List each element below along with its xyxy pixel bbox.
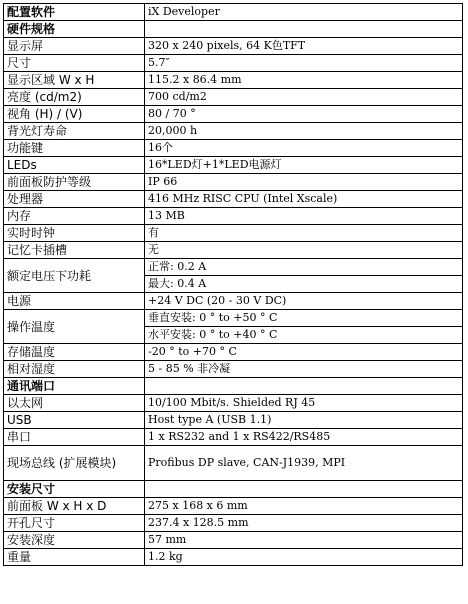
spec-value: 10/100 Mbit/s. Shielded RJ 45 bbox=[145, 395, 463, 412]
spec-label: 记忆卡插槽 bbox=[4, 242, 145, 259]
spec-value: 115.2 x 86.4 mm bbox=[145, 72, 463, 89]
power-max: 最大: 0.4 A bbox=[145, 276, 463, 293]
spec-value: Host type A (USB 1.1) bbox=[145, 412, 463, 429]
spec-label: 串口 bbox=[4, 429, 145, 446]
spec-label: 实时时钟 bbox=[4, 225, 145, 242]
spec-value: 5.7″ bbox=[145, 55, 463, 72]
spec-value: +24 V DC (20 - 30 V DC) bbox=[145, 293, 463, 310]
spec-value: 700 cd/m2 bbox=[145, 89, 463, 106]
spec-label: 以太网 bbox=[4, 395, 145, 412]
table-row bbox=[4, 55, 463, 72]
table-row bbox=[4, 38, 463, 55]
table-row bbox=[4, 89, 463, 106]
spec-label: 存储温度 bbox=[4, 344, 145, 361]
spec-label: USB bbox=[4, 412, 145, 429]
table-row bbox=[4, 259, 463, 276]
spec-value: 416 MHz RISC CPU (Intel Xscale) bbox=[145, 191, 463, 208]
empty-cell bbox=[145, 481, 463, 498]
empty-cell bbox=[145, 21, 463, 38]
table-row bbox=[4, 157, 463, 174]
spec-label: 开孔尺寸 bbox=[4, 515, 145, 532]
table-row bbox=[4, 242, 463, 259]
spec-label: 安装深度 bbox=[4, 532, 145, 549]
spec-label: 内存 bbox=[4, 208, 145, 225]
spec-value: 320 x 240 pixels, 64 K色TFT bbox=[145, 38, 463, 55]
spec-value: 5 - 85 % 非冷凝 bbox=[145, 361, 463, 378]
spec-label: 相对湿度 bbox=[4, 361, 145, 378]
table-row bbox=[4, 344, 463, 361]
table-row bbox=[4, 140, 463, 157]
spec-value: 16个 bbox=[145, 140, 463, 157]
table-row bbox=[4, 361, 463, 378]
software-label: 配置软件 bbox=[4, 4, 145, 21]
table-row bbox=[4, 225, 463, 242]
spec-label: 背光灯寿命 bbox=[4, 123, 145, 140]
spec-value: 57 mm bbox=[145, 532, 463, 549]
spec-label: LEDs bbox=[4, 157, 145, 174]
spec-value: 16*LED灯+1*LED电源灯 bbox=[145, 157, 463, 174]
spec-value: 237.4 x 128.5 mm bbox=[145, 515, 463, 532]
spec-value: 无 bbox=[145, 242, 463, 259]
spec-label: 视角 (H) / (V) bbox=[4, 106, 145, 123]
spec-value: IP 66 bbox=[145, 174, 463, 191]
table-row bbox=[4, 498, 463, 515]
spec-label: 前面板 W x H x D bbox=[4, 498, 145, 515]
table-row bbox=[4, 208, 463, 225]
section-mount: 安装尺寸 bbox=[4, 481, 145, 498]
spec-value: 1 x RS232 and 1 x RS422/RS485 bbox=[145, 429, 463, 446]
table-row bbox=[4, 174, 463, 191]
empty-cell bbox=[145, 378, 463, 395]
operating-temp-vertical: 垂直安装: 0 ° to +50 ° C bbox=[145, 310, 463, 327]
spec-label: 功能键 bbox=[4, 140, 145, 157]
spec-table bbox=[3, 3, 463, 566]
table-row bbox=[4, 446, 463, 481]
table-row bbox=[4, 412, 463, 429]
spec-value: 80 / 70 ° bbox=[145, 106, 463, 123]
spec-label: 显示屏 bbox=[4, 38, 145, 55]
spec-value: 1.2 kg bbox=[145, 549, 463, 566]
spec-label: 亮度 (cd/m2) bbox=[4, 89, 145, 106]
table-row bbox=[4, 123, 463, 140]
table-row bbox=[4, 549, 463, 566]
table-row bbox=[4, 293, 463, 310]
section-row bbox=[4, 378, 463, 395]
table-row bbox=[4, 4, 463, 21]
table-row bbox=[4, 72, 463, 89]
table-row bbox=[4, 191, 463, 208]
fieldbus-label: 现场总线 (扩展模块) bbox=[4, 446, 145, 481]
section-row bbox=[4, 481, 463, 498]
spec-label: 重量 bbox=[4, 549, 145, 566]
spec-label: 显示区域 W x H bbox=[4, 72, 145, 89]
section-hardware: 硬件规格 bbox=[4, 21, 145, 38]
spec-value: 20,000 h bbox=[145, 123, 463, 140]
spec-value: -20 ° to +70 ° C bbox=[145, 344, 463, 361]
spec-value: 有 bbox=[145, 225, 463, 242]
table-row bbox=[4, 106, 463, 123]
table-row bbox=[4, 515, 463, 532]
spec-label: 尺寸 bbox=[4, 55, 145, 72]
table-row bbox=[4, 532, 463, 549]
spec-label: 电源 bbox=[4, 293, 145, 310]
operating-temp-label: 操作温度 bbox=[4, 310, 145, 344]
table-row bbox=[4, 395, 463, 412]
table-row bbox=[4, 310, 463, 327]
table-row bbox=[4, 429, 463, 446]
spec-label: 处理器 bbox=[4, 191, 145, 208]
spec-value: 275 x 168 x 6 mm bbox=[145, 498, 463, 515]
power-normal: 正常: 0.2 A bbox=[145, 259, 463, 276]
spec-value: 13 MB bbox=[145, 208, 463, 225]
section-comm: 通讯端口 bbox=[4, 378, 145, 395]
fieldbus-value: Profibus DP slave, CAN-J1939, MPI bbox=[145, 446, 463, 481]
operating-temp-horizontal: 水平安装: 0 ° to +40 ° C bbox=[145, 327, 463, 344]
section-row bbox=[4, 21, 463, 38]
power-label: 额定电压下功耗 bbox=[4, 259, 145, 293]
spec-label: 前面板防护等级 bbox=[4, 174, 145, 191]
software-value: iX Developer bbox=[145, 4, 463, 21]
